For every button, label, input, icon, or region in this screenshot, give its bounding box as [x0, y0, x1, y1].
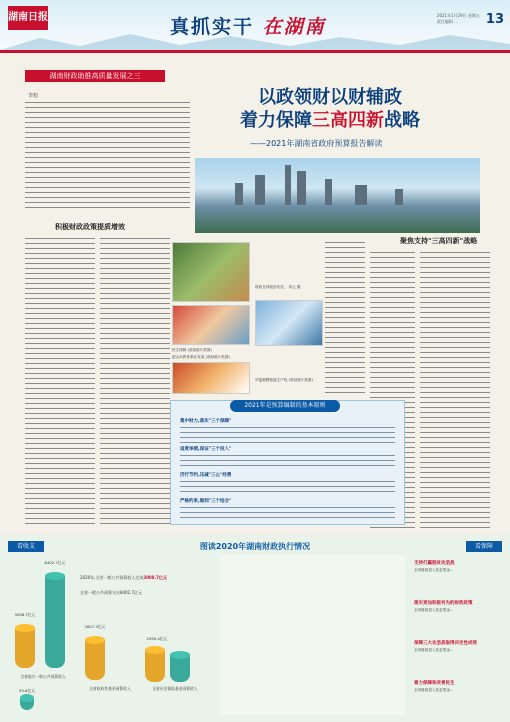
right-line-3: 全省财政投入扶贫资金... [414, 648, 454, 652]
masthead-title-em: 在湖南 [262, 16, 326, 38]
cyl-social-insurance [145, 650, 165, 682]
masthead-title-main: 真抓实干 [170, 16, 255, 38]
right-line-1: 全省财政投入扶贫资金... [414, 568, 454, 572]
photo-rural-poverty [172, 242, 250, 302]
right-head-2: 落实更加积极有为的财政政策 [414, 601, 473, 606]
headline-line1: 以政领财以财辅政 [258, 87, 402, 108]
principle-2-text [180, 453, 395, 469]
body-text-col5 [420, 250, 490, 530]
tag-revenue: 看收支 [8, 541, 44, 552]
building-4 [297, 171, 306, 205]
expenditure-note: 全省一般公共预算支出8402.7亿元 [80, 590, 142, 595]
chart-background [220, 555, 405, 715]
masthead-title [170, 12, 326, 39]
headline-line2-b: 战略 [384, 110, 420, 131]
newspaper-logo: 湖南日报 [8, 6, 48, 30]
cyl-general-revenue [15, 628, 35, 668]
tag-guarantee: 看保障 [466, 541, 502, 552]
photo-factory [172, 362, 250, 394]
cyl5-label: 全省社会保险基金预算收入 [152, 686, 198, 691]
cyl1-label: 全省地方一般公共预算收入 [20, 674, 66, 679]
right-head-4: 着力保障和改善民生 [414, 681, 455, 686]
headline [200, 86, 460, 132]
cyl-fund-revenue [85, 640, 105, 680]
principle-3: 厉行节约,压减"三公"经费 [180, 473, 232, 478]
headline-line2 [200, 109, 460, 132]
section-heading-right: 聚焦支持"三高四新"战略 [400, 237, 478, 245]
principle-3-text [180, 479, 395, 495]
cyl2-value: 8402.7亿元 [44, 560, 66, 565]
headline-line2-red: 三高四新 [312, 110, 384, 131]
right-line-2: 全省财政投入扶贫资金... [414, 608, 454, 612]
right-head-1: 支持打赢脱贫攻坚战 [414, 561, 455, 566]
headline-line2-a: 着力保障 [240, 110, 312, 131]
intro-text-block [25, 100, 190, 210]
building-6 [355, 185, 367, 205]
masthead-date: 2021年1月29日 星期五 [436, 13, 480, 18]
city-skyline-photo [195, 158, 480, 233]
series-tag: 湖南财政助推高质量发展之三 [25, 70, 165, 82]
photo-school [255, 300, 323, 346]
caption-2: 民生保障 (省财政厅供图) [172, 348, 212, 352]
right-line-4: 全省财政投入扶贫资金... [414, 688, 454, 692]
caption-4: 华菱湘钢智能生产线 (省财政厅供图) [255, 378, 313, 382]
cyl3-label: 全省政府性基金预算收入 [89, 686, 131, 691]
body-text-col2 [100, 236, 170, 526]
cyl-social-insurance-exp [170, 655, 190, 682]
building-2 [255, 175, 265, 205]
byline: 李旭 [28, 93, 39, 99]
revenue-note-text: 2020年,全省一般公共预算收入完成 [80, 575, 144, 580]
caption-1: 财政支持脱贫攻坚。 刘云 摄 [255, 285, 301, 289]
infographic-title: 图读2020年湖南财政执行情况 [199, 542, 311, 551]
body-text-col3 [325, 240, 365, 395]
revenue-note [80, 575, 200, 581]
building-7 [395, 189, 403, 205]
cyl-general-expenditure [45, 576, 65, 668]
photo-community [172, 305, 250, 345]
revenue-note-value: 3008.7亿元 [143, 575, 167, 580]
principle-1-text [180, 425, 395, 443]
body-text-col1 [25, 236, 95, 526]
masthead-meta [437, 13, 480, 25]
building-1 [235, 183, 243, 205]
budget-bar-chart [220, 555, 405, 715]
principle-4-text [180, 505, 395, 521]
cyl1-value: 3008.7亿元 [14, 612, 36, 617]
right-head-3: 保障三大攻坚战取得决定性成效 [414, 641, 477, 646]
masthead-editor: 责任编辑 ... [436, 19, 458, 24]
subtitle: ——2021年湖南省政府预算报告解读 [250, 139, 383, 148]
caption-3: 韶山市教育事业发展 (省财政厅供图) [172, 355, 230, 359]
page-number: 13 [485, 12, 504, 27]
principle-2: 适度举债,保证"三个投入" [180, 447, 232, 452]
cyl4-value: 93.6亿元 [18, 688, 36, 693]
building-3 [285, 165, 291, 205]
section-heading-left: 积极财政政策提质增效 [55, 223, 125, 231]
cyl5-value: 2950.4亿元 [146, 636, 168, 641]
masthead-rule [0, 50, 510, 53]
building-5 [325, 179, 332, 205]
principle-4: 严格约束,做到"三个结合" [180, 499, 232, 504]
principle-1: 集中财力,落实"三个保障" [180, 419, 232, 424]
cyl3-value: 2807.3亿元 [84, 624, 106, 629]
budget-principles-title: 2021年是预算编制的基本原则 [230, 400, 340, 412]
